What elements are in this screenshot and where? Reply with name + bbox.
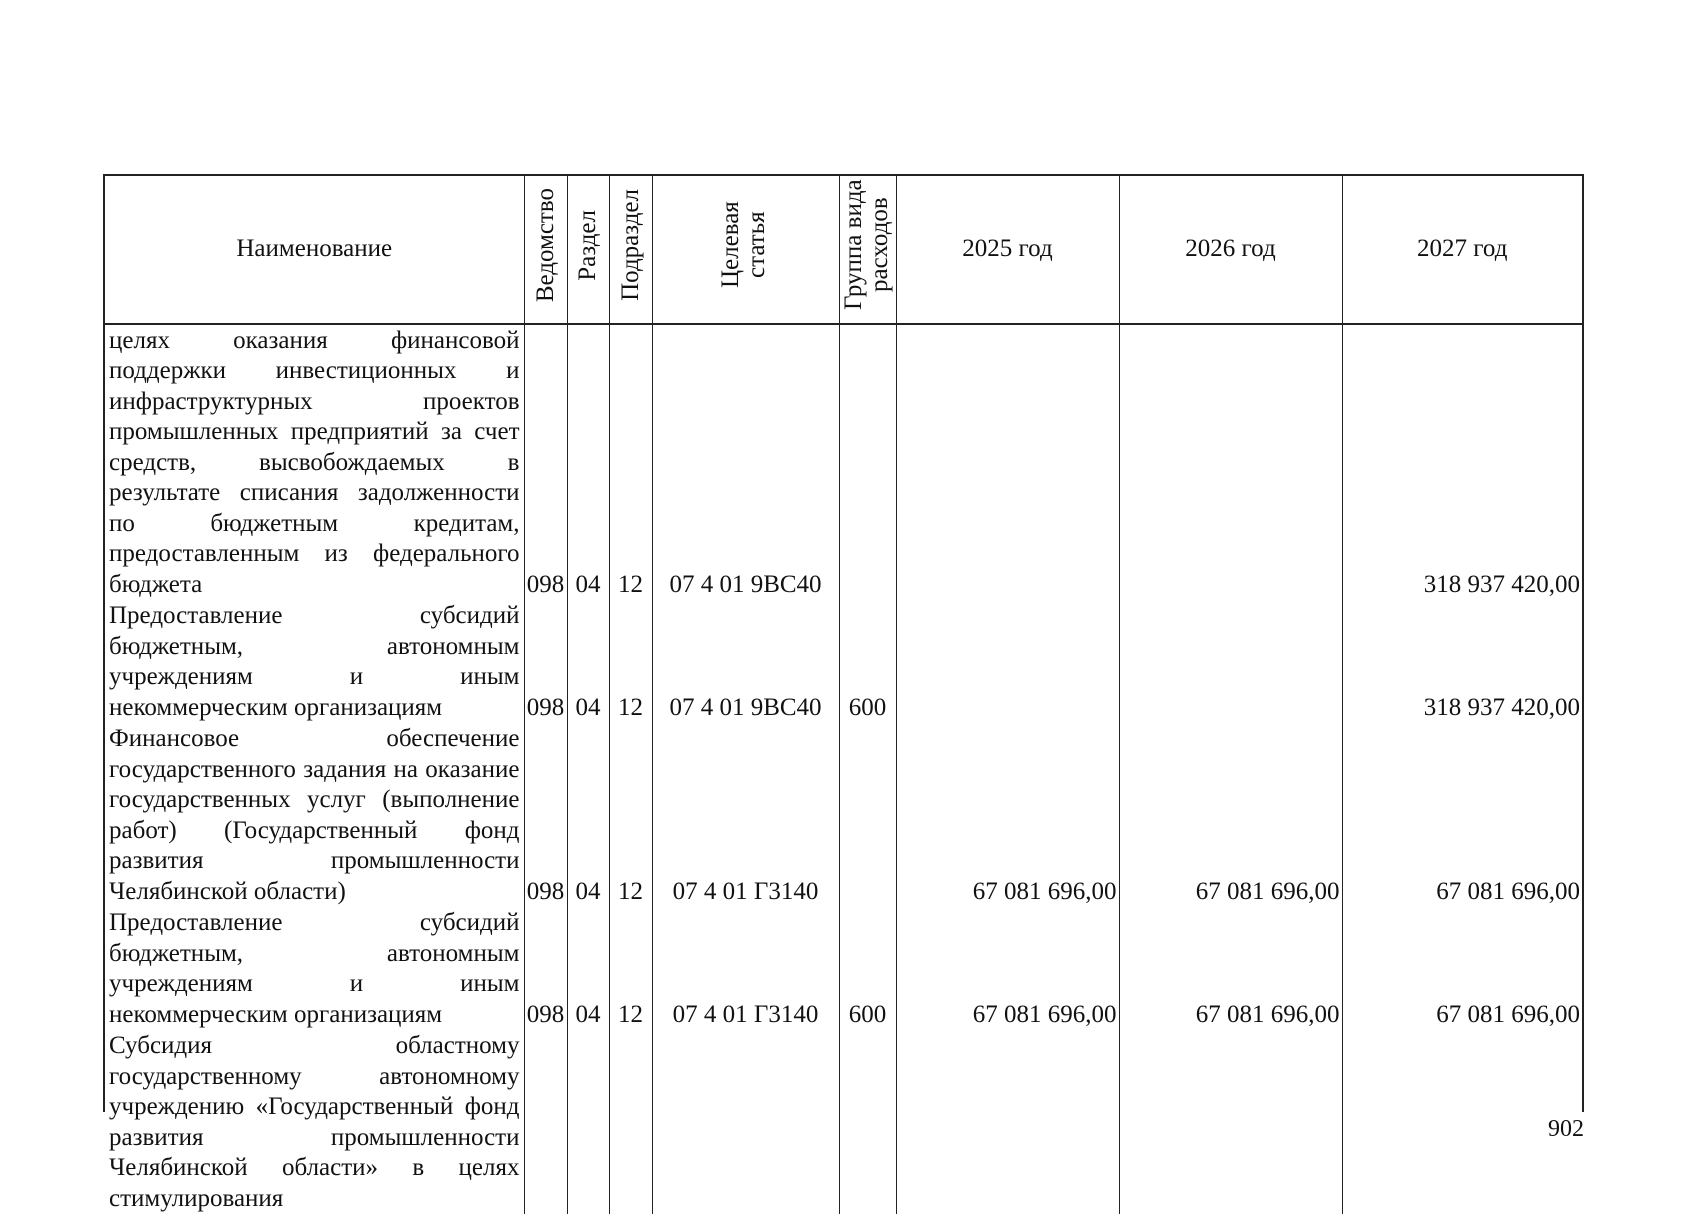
header-razdel: Раздел: [567, 176, 609, 324]
row-year-2025: 67 081 696,00: [896, 907, 1119, 1030]
budget-table: [105, 176, 1582, 1214]
row-year-2026: 67 081 696,00: [1119, 907, 1342, 1030]
row-gruppa-vida: 600: [839, 600, 896, 723]
row-year-2025: [896, 600, 1119, 723]
table-header-row: [105, 176, 1582, 324]
row-podrazdel: 12: [609, 723, 652, 907]
row-year-2026: [1119, 1030, 1342, 1214]
row-vedomstvo: 098: [524, 907, 567, 1030]
row-podrazdel: 12: [609, 600, 652, 723]
row-year-2026: [1119, 324, 1342, 601]
header-year-2025: 2025 год: [896, 176, 1119, 324]
row-year-2025: 67 081 696,00: [896, 723, 1119, 907]
row-year-2025: [896, 1030, 1119, 1214]
row-year-2026: [1119, 600, 1342, 723]
row-gruppa-vida: [839, 1030, 896, 1214]
header-vedomstvo: Ведомство: [524, 176, 567, 324]
table-row: [105, 324, 1582, 601]
row-podrazdel: 12: [609, 907, 652, 1030]
table-row: [105, 907, 1582, 1030]
row-name: целях оказания финансовой поддержки инвестиционных и инфраструктурных проектов промышленных предприятий за счет средств, высвобождаемых в результате списания задолженности по бюджетным кредитам, предоставленным из федерального бюджета: [105, 324, 524, 601]
table-row: [105, 600, 1582, 723]
row-razdel: [567, 1030, 609, 1214]
table-row: [105, 1030, 1582, 1214]
row-year-2027: 67 081 696,00: [1436, 877, 1580, 905]
row-razdel: 04: [567, 600, 609, 723]
header-name: Наименование: [105, 176, 524, 324]
row-year-2026: 67 081 696,00: [1119, 723, 1342, 907]
row-podrazdel: [609, 1030, 652, 1214]
row-celevaya-statya: 07 4 01 Г3140: [652, 723, 839, 907]
header-year-2027: 2027 год: [1342, 176, 1582, 324]
header-gruppa-vida-rashodov: Группа вида расходов: [839, 176, 896, 324]
row-name: Субсидия областному государственному автономному учреждению «Государственный фонд развития промышленности Челябинской области» в целях стимулирования: [105, 1030, 524, 1214]
row-celevaya-statya: 07 4 01 9ВС40: [652, 600, 839, 723]
row-celevaya-statya: 07 4 01 Г3140: [652, 907, 839, 1030]
table-row: [105, 723, 1582, 907]
row-name: Предоставление субсидий бюджетным, автономным учреждениям и иным некоммерческим организациям: [105, 907, 524, 1030]
row-vedomstvo: [524, 1030, 567, 1214]
row-year-2027: 318 937 420,00: [1423, 570, 1580, 598]
row-razdel: 04: [567, 907, 609, 1030]
header-podrazdel: Подраздел: [609, 176, 652, 324]
row-name: Предоставление субсидий бюджетным, автономным учреждениям и иным некоммерческим организациям: [105, 600, 524, 723]
row-name: Финансовое обеспечение государственного задания на оказание государственных услуг (выполнение работ) (Государственный фонд развития промышленности Челябинской области): [105, 723, 524, 907]
row-year-2027: 67 081 696,00: [1436, 1000, 1580, 1028]
row-vedomstvo: 098: [524, 723, 567, 907]
row-podrazdel: 12: [609, 324, 652, 601]
row-celevaya-statya: [652, 1030, 839, 1214]
row-gruppa-vida: 600: [839, 907, 896, 1030]
row-year-2027: 318 937 420,00: [1423, 693, 1580, 721]
page-number: 902: [1548, 1116, 1584, 1142]
row-vedomstvo: 098: [524, 324, 567, 601]
header-year-2026: 2026 год: [1119, 176, 1342, 324]
row-celevaya-statya: 07 4 01 9ВС40: [652, 324, 839, 601]
row-razdel: 04: [567, 324, 609, 601]
row-gruppa-vida: [839, 723, 896, 907]
header-celevaya-statya: Целевая статья: [652, 176, 839, 324]
row-razdel: 04: [567, 723, 609, 907]
row-gruppa-vida: [839, 324, 896, 601]
row-vedomstvo: 098: [524, 600, 567, 723]
row-year-2025: [896, 324, 1119, 601]
